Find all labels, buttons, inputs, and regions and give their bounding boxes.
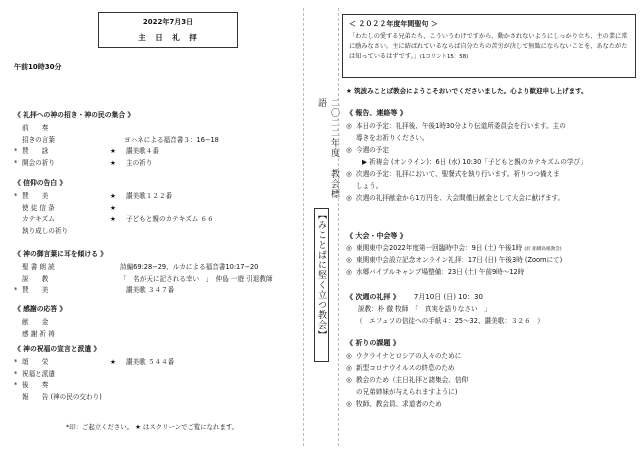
conference-line [346,267,524,278]
order-row [14,146,304,157]
report-line [346,157,587,168]
footnote: *印：ご起立ください。 ★ はスクリーンでご覧になれます。 [66,423,239,431]
order-row [14,214,304,225]
standing-mark: * [14,147,18,155]
prayer-line [346,399,442,410]
service-time: 午前10時30分 [14,63,62,71]
conference-title: 《 大会・中会等 》 [346,232,407,240]
order-row [14,262,304,273]
order-row [14,380,304,391]
bullet-icon: ◎ [346,376,352,384]
next-worship-readings: （ エフェソの信徒への手紙４：25〜32、讃美歌：３２６ ） [356,317,544,325]
screen-star: ★ [110,215,116,223]
order-row [14,357,304,368]
order-row [14,135,304,146]
conference-text: 東関東中会2022年度第一回臨時中会：9日 (土) 午後1時 [356,244,523,252]
report-text: 次週の礼拝献金から1万円を、大会間僅日献金として大会に献げます。 [356,194,565,202]
screen-star: ★ [110,203,116,212]
report-line [346,133,429,144]
item-name: 執り成しの祈り [22,226,69,235]
item-content: 讃美歌 ３４７番 [126,286,175,294]
report-line [346,121,566,132]
section-title: 《 神の祝福の宣言と派遣 》 [14,345,101,353]
screen-star: ★ [110,158,116,167]
prayer-line [346,375,468,386]
bullet-icon: ◎ [346,400,352,408]
conference-note: (於 船橋高根教会) [524,247,562,252]
order-row [14,274,304,285]
standing-mark: * [14,192,18,200]
standing-mark: * [14,286,18,294]
screen-star: ★ [110,358,116,366]
item-name: 使 徒 信 条 [22,203,55,212]
verse-title: ＜ ２０２２年度年間聖句 ＞ [349,20,438,28]
item-name: 前 奏 [22,124,49,132]
service-date: 2022年7月3日 [142,18,194,26]
standing-mark: * [14,158,18,167]
order-row [14,369,304,380]
divider-right [338,8,339,446]
order-row [14,329,304,340]
next-worship-title: 《 次週の礼拝 》 [346,293,400,301]
order-row [14,158,304,169]
item-content: 讃美歌１２２番 [126,192,173,200]
verse-box [342,14,636,78]
verse-text [349,32,629,62]
item-name: 献 金 [22,318,49,326]
conference-text: 東関東中会設立記念オンライン礼拝：17日 (日) 午後3時 (Zoomにて) [356,256,563,264]
reports-title: 《 報告、連絡等 》 [346,109,407,117]
prayer-line [346,387,457,398]
item-content: 讃美歌 ５４４番 [126,358,175,366]
item-content: 「 名が天に記される幸い 」 仲島 一遊 引退教師 [120,274,273,283]
item-name: 招きの言葉 [22,135,55,144]
screen-star: ★ [110,147,116,155]
welcome-message: ★ 筑波みことば教会にようこそおいでくださいました。心より歓迎申し上げます。 [346,87,588,95]
conference-text: 水郷バイブルキャンプ場整備：23日 (土) 午前9時〜12時 [356,268,525,276]
report-text: 導きをお祈りください。 [356,134,429,142]
date-title-box [98,12,238,48]
order-row [14,203,304,214]
report-text: しょう。 [356,182,383,190]
item-name: 説 教 [22,274,49,283]
report-line [346,169,560,180]
item-name: 報 告 (神の民の交わり) [22,392,102,401]
bullet-icon: ◎ [346,146,352,154]
prayer-line [346,351,461,362]
standing-mark: * [14,358,18,366]
item-name: 祝福と派遣 [22,369,55,378]
item-content: 詩編69:28−29、ルカによる福音書10:17−20 [120,263,259,271]
verse-ref: (1コリント15：58) [419,54,469,60]
standing-mark: * [14,369,18,378]
report-text: 本日の予定：礼拝後、午後1時30分より伝道所委員会を行います。主の [356,122,566,130]
bullet-icon: ◎ [346,352,352,360]
item-content: 子どもと親のカテキズム ６６ [126,215,214,223]
item-content: 主の祈り [126,158,153,167]
item-name: 後 奏 [22,381,49,389]
bullet-icon: ◎ [346,194,352,202]
bullet-icon: ◎ [346,244,352,252]
item-content: ヨハネによる福音書３：16−18 [124,135,219,144]
standing-mark: * [14,381,18,389]
item-name: 頌 栄 [22,358,49,366]
section-title: 《 感謝の応答 》 [14,305,67,313]
item-name: 聖 書 朗 読 [22,263,55,271]
bullet-icon: ◎ [346,268,352,276]
report-text: 次週の予定：礼拝において、聖餐式を執り行います。祈りつつ備えま [356,170,560,178]
order-row [14,191,304,202]
item-name: 賛 詠 [22,147,49,155]
order-row [14,123,304,134]
next-worship-sermon: 説教：朴 徹 牧師 「 真実を語りなさい 」 [358,305,491,313]
screen-star: ★ [110,192,116,200]
prayer-text: 牧師、教会員、求道者のため [356,400,442,408]
section-title: 《 信仰の告白 》 [14,179,67,187]
report-line [346,181,382,192]
vertical-motto: 【みことばに堅く立つ教会】 [314,208,329,362]
report-text: ▶ 祈祷会 (オンライン)：6日 (水) 10:30「子どもと親のカテキズムの学び」 [362,158,587,166]
next-worship-date: 7月10日 (日) 10：30 [413,293,483,301]
item-name: 賛 美 [22,286,49,294]
vertical-year-motto-label: 二〇二二年度 教会標語 [316,98,339,199]
order-row [14,392,304,403]
item-content: 讃美歌４番 [126,147,159,155]
section-title: 《 礼拝への神の招き・神の民の集合 》 [14,111,135,119]
item-name: 開会の祈り [22,158,55,167]
bullet-icon: ◎ [346,364,352,372]
prayer-text: の兄弟姉妹が与えられますように) [356,388,458,396]
bullet-icon: ◎ [346,122,352,130]
report-text: 今週の予定 [356,146,389,154]
bullet-icon: ◎ [346,170,352,178]
bullet-icon: ◎ [346,256,352,264]
service-title: 主 日 礼 拝 [138,33,198,42]
conference-line [346,255,562,266]
item-name: 賛 美 [22,192,49,200]
order-row [14,285,304,296]
report-line [346,193,564,204]
verse-body: 「わたしの愛する兄弟たち、こういうわけですから、動かされないようにしっかり立ち、主の業に常に励みなさい。主に結ばれているならば自分たちの苦労が決して無駄にならないことを、あなたがたは知っているはずです。」 [349,33,628,60]
next-worship-header [346,292,483,302]
order-row [14,226,304,237]
prayer-text: ウクライナとロシアの人々のために [356,352,462,360]
prayer-line [346,363,455,374]
prayer-title: 《 祈りの課題 》 [346,339,400,347]
order-row [14,317,304,328]
section-title: 《 神の御言葉に耳を傾ける 》 [14,250,108,258]
item-name: カテキズム [22,215,55,223]
conference-line [346,243,562,255]
prayer-text: 新型コロナウイルスの終息のため [356,364,455,372]
divider-left [303,8,304,446]
report-line [346,145,389,156]
prayer-text: 教会のため（主日礼拝と諸集会、信仰 [356,376,469,384]
item-name: 感 謝 祈 祷 [22,329,55,338]
